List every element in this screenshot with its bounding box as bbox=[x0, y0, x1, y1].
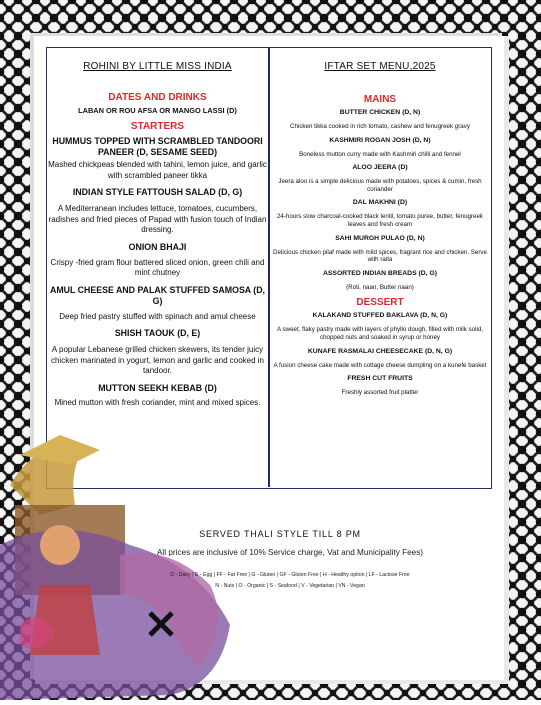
restaurant-title: ROHINI BY LITTLE MISS INDIA bbox=[83, 61, 232, 72]
main-name: ASSORTED INDIAN BREADS (D, G) bbox=[322, 269, 438, 277]
starter-name: MUTTON SEEKH KEBAB (D) bbox=[98, 382, 217, 393]
allergen-legend-line1: D - Dairy | E - Egg | FF - Fat Free | G - Gluten | GF - Gluten Free | H - Healthy option | LF - Lactose Free bbox=[170, 572, 410, 578]
starter-desc: A popular Lebanese grilled chicken skewers, its tender juicy chicken marinated in yogurt, lemon and garlic and cooked in tandoor. bbox=[50, 345, 264, 375]
starter-desc: Mined mutton with fresh coriander, mint and mixed spices. bbox=[54, 397, 261, 407]
dessert-heading: DESSERT bbox=[356, 297, 404, 309]
dessert-desc: Freshly assorted fruit platter bbox=[341, 389, 419, 397]
column-divider bbox=[268, 47, 270, 487]
main-desc: Delicious chicken pilaf made with mild spices, fragrant rice and chicken. Serve with raita bbox=[273, 248, 487, 264]
drinks-heading: DATES AND DRINKS bbox=[108, 92, 207, 103]
main-desc: Chicken tikka cooked in rich tomato, cashew and fenugreek gravy bbox=[290, 123, 470, 130]
allergen-legend-line2: N - Nuts | O - Organic | S - Seafood | V - Vegetarian | VN - Vegan bbox=[215, 583, 365, 589]
dessert-name: FRESH CUT FRUITS bbox=[347, 375, 413, 383]
starter-name: AMUL CHEESE AND PALAK STUFFED SAMOSA (D, G) bbox=[49, 284, 266, 306]
starter-name: HUMMUS TOPPED WITH SCRAMBLED TANDOORI PANEER (D, SESAME SEED) bbox=[52, 136, 263, 157]
menu-title: IFTAR SET MENU,2025 bbox=[324, 61, 436, 72]
main-name: DAL MAKHNI (D) bbox=[352, 199, 408, 207]
main-name: KASHMIRI ROGAN JOSH (D, N) bbox=[329, 136, 431, 144]
right-column bbox=[272, 47, 488, 401]
thali-notice: SERVED THALI STYLE TILL 8 PM bbox=[199, 529, 361, 539]
main-desc: Boneless mutton curry made with Kashmiri chilli and fennel bbox=[299, 150, 461, 158]
starters-heading: STARTERS bbox=[130, 121, 185, 132]
main-name: SAHI MURGH PULAO (D, N) bbox=[335, 234, 425, 242]
starter-desc: A Mediterranean includes lettuce, tomatoes, cucumbers, radishes and fried pieces of Papad with fusion touch of Indian dressing. bbox=[48, 204, 267, 234]
dessert-desc: A sweet, flaky pastry made with layers of phyllo dough, filled with milk solid, chopped nuts and soaked in syrup or honey bbox=[277, 326, 483, 341]
dessert-desc: A fusion cheese cake made with cottage cheese dumpling on a kunefe basket bbox=[273, 361, 487, 369]
dessert-name: KALAKAND STUFFED BAKLAVA (D, N, G) bbox=[312, 312, 448, 320]
left-column bbox=[48, 47, 267, 412]
main-desc: 24-hours slow charcoal-cooked black lentil, tomato puree, butter, fenugreek leaves and fresh cream bbox=[276, 213, 484, 228]
dessert-name: KUNAFE RASMALAI CHEESECAKE (D, N, G) bbox=[307, 347, 453, 355]
starter-name: INDIAN STYLE FATTOUSH SALAD (D, G) bbox=[72, 187, 243, 197]
main-desc: (Roti, naan, Butter naan) bbox=[346, 283, 414, 291]
starter-desc: Mashed chickpeas blended with tahini, lemon juice, and garlic with scrambled paneer tikka bbox=[48, 160, 267, 180]
drinks-line: LABAN OR ROU AFSA OR MANGO LASSI (D) bbox=[78, 106, 237, 115]
starter-desc: Crispy -fried gram flour battered sliced onion, green chili and mint chutney bbox=[50, 257, 265, 277]
price-note: All prices are inclusive of 10% Service charge, Vat and Municipality Fees) bbox=[156, 548, 424, 557]
mains-heading: MAINS bbox=[363, 94, 397, 105]
main-name: BUTTER CHICKEN (D, N) bbox=[339, 109, 421, 116]
main-name: ALOO JEERA (D) bbox=[352, 164, 408, 172]
main-desc: Jeera aloo is a simple delicious made with potatoes, spices & cumin, fresh coriander bbox=[278, 178, 482, 193]
starter-name: SHISH TAOUK (D, E) bbox=[114, 328, 201, 338]
starter-name: ONION BHAJI bbox=[128, 241, 187, 252]
starter-desc: Deep fried pastry stuffed with spinach and amul cheese bbox=[59, 311, 256, 321]
